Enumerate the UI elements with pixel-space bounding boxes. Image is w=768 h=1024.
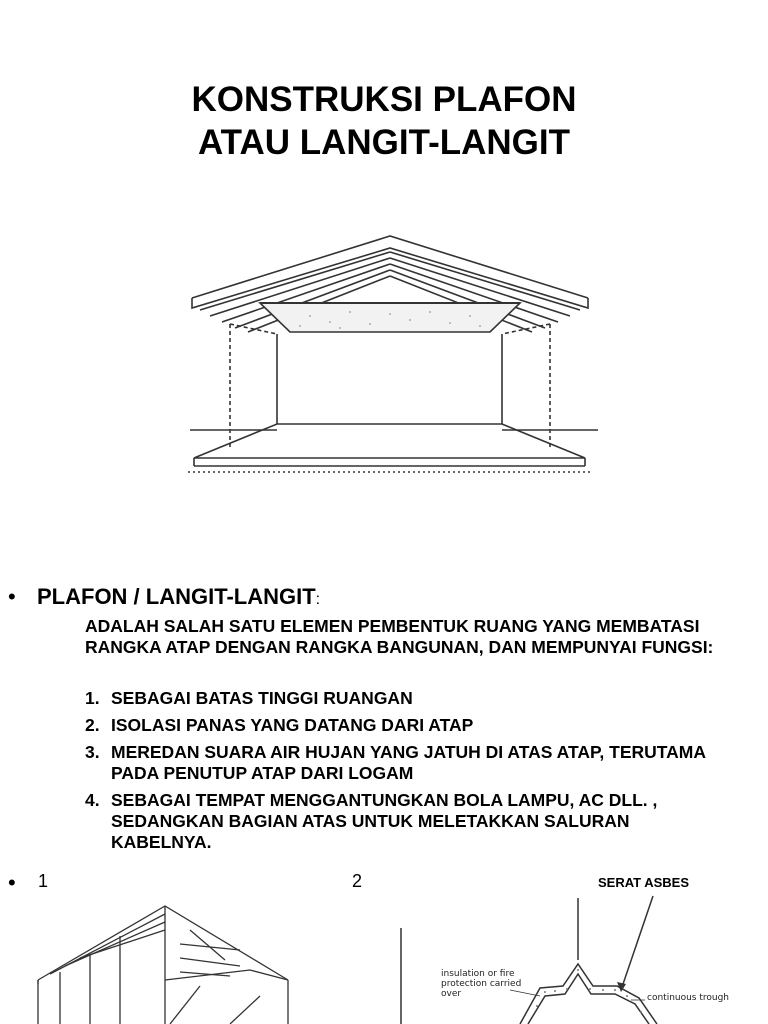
fig2-insulation-label-line3: over (441, 989, 462, 999)
list-item-number: 1. (85, 688, 100, 708)
list-item-number: 2. (85, 715, 100, 735)
list-item (85, 790, 725, 853)
title-line-1: KONSTRUKSI PLAFON (191, 80, 577, 119)
list-item-text: MEREDAN SUARA AIR HUJAN YANG JATUH DI ATAS ATAP, TERUTAMA PADA PENUTUP ATAP DARI LOGAM (111, 742, 706, 783)
figure-2-label: 2 (352, 871, 363, 891)
list-item-text: ISOLASI PANAS YANG DATANG DARI ATAP (111, 715, 474, 735)
list-item-text: SEBAGAI BATAS TINGGI RUANGAN (111, 688, 413, 708)
list-item-number: 3. (85, 742, 100, 762)
ceiling-construction-illustration (180, 228, 600, 478)
function-list (85, 688, 725, 859)
list-item-number: 4. (85, 790, 100, 810)
list-item (85, 688, 725, 709)
section-intro: ADALAH SALAH SATU ELEMEN PEMBENTUK RUANG YANG MEMBATASI RANGKA ATAP DENGAN RANGKA BANGUNAN, DAN MEMPUNYAI FUNGSI: (85, 616, 714, 657)
fig2-insulation-label-line1: insulation or fire (441, 969, 515, 979)
fig2-trough-label: continuous trough (647, 993, 730, 1003)
bullet-marker: • (8, 584, 16, 609)
serat-asbes-label: SERAT ASBES (598, 875, 690, 890)
figure-1-label: 1 (38, 871, 49, 891)
list-item-text: SEBAGAI TEMPAT MENGGANTUNGKAN BOLA LAMPU, AC DLL. , SEDANGKAN BAGIAN ATAS UNTUK MELETAKKAN SALURAN KABELNYA. (111, 790, 658, 852)
list-item (85, 742, 725, 784)
title-line-2: ATAU LANGIT-LANGIT (198, 123, 570, 162)
section-heading (37, 584, 320, 610)
figures-bullet: • (8, 870, 16, 895)
figure-2-insulation-section (395, 888, 768, 1024)
page-title (0, 78, 768, 164)
section-heading-text: PLAFON / LANGIT-LANGIT (37, 584, 316, 609)
section-heading-colon: : (315, 591, 321, 608)
fig2-insulation-label-line2: protection carried (441, 979, 522, 989)
figure-1-roof-frame (30, 900, 300, 1024)
list-item (85, 715, 725, 736)
